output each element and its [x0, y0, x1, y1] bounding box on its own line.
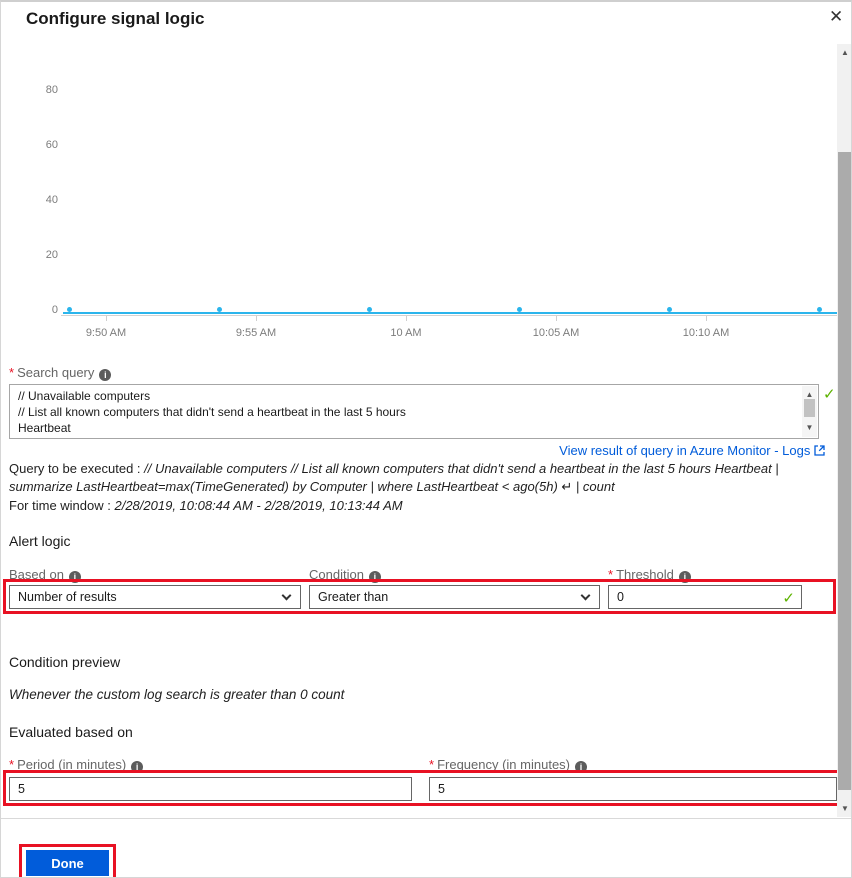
data-point	[217, 307, 222, 312]
frequency-label-row	[429, 756, 587, 774]
threshold-field-wrap	[608, 585, 802, 609]
search-query-input[interactable]	[9, 384, 819, 439]
query-line: Heartbeat	[18, 421, 71, 435]
query-scrollbar[interactable]	[802, 386, 817, 437]
period-field-wrap	[9, 777, 412, 801]
threshold-input[interactable]	[608, 585, 802, 609]
footer-divider	[1, 818, 852, 819]
y-tick-label: 20	[45, 249, 58, 261]
condition-select[interactable]	[309, 585, 600, 609]
x-tick-label: 10:05 AM	[532, 327, 580, 339]
query-to-be-executed	[9, 460, 837, 495]
data-point	[817, 307, 822, 312]
info-icon[interactable]: i	[131, 761, 143, 773]
frequency-field-wrap	[429, 777, 837, 801]
query-valid-check-icon: ✓	[823, 386, 836, 403]
x-tick-mark	[406, 316, 407, 321]
info-icon[interactable]: i	[369, 571, 381, 583]
required-asterisk: *	[9, 757, 15, 772]
frequency-label: Frequency (in minutes)	[437, 757, 571, 772]
x-tick-mark	[106, 316, 107, 321]
based-on-label-row	[9, 566, 81, 584]
scroll-down-icon[interactable]: ▼	[805, 423, 814, 432]
x-tick-mark	[256, 316, 257, 321]
dialog-scrollbar[interactable]	[837, 44, 852, 817]
view-result-link[interactable]	[559, 443, 825, 458]
info-icon[interactable]: i	[575, 761, 587, 773]
condition-label: Condition	[309, 567, 364, 582]
period-input[interactable]	[9, 777, 412, 801]
chevron-down-icon	[282, 591, 292, 601]
evaluated-based-on-heading: Evaluated based on	[9, 724, 133, 740]
dialog-scrollbar-thumb[interactable]	[838, 152, 852, 790]
time-window-prefix: For time window :	[9, 498, 115, 513]
data-point	[67, 307, 72, 312]
x-tick-label: 9:55 AM	[235, 327, 277, 339]
threshold-valid-check-icon: ✓	[782, 590, 795, 607]
x-tick-mark	[556, 316, 557, 321]
threshold-label: Threshold	[616, 567, 674, 582]
scroll-up-icon[interactable]: ▲	[805, 390, 814, 399]
chevron-down-icon	[581, 591, 591, 601]
scroll-down-icon[interactable]: ▼	[841, 804, 849, 813]
search-query-label: Search query	[17, 365, 95, 380]
based-on-select[interactable]	[9, 585, 301, 609]
close-icon[interactable]: ✕	[829, 7, 844, 26]
chart-series-line	[63, 312, 837, 314]
x-tick-label: 10 AM	[390, 327, 422, 339]
data-point	[367, 307, 372, 312]
external-link-icon	[814, 445, 825, 456]
based-on-value: Number of results	[18, 590, 117, 604]
condition-preview-heading: Condition preview	[9, 654, 121, 670]
x-tick-label: 10:10 AM	[682, 327, 730, 339]
query-scrollbar-thumb[interactable]	[804, 399, 815, 417]
condition-label-row	[309, 566, 381, 584]
done-button[interactable]: Done	[26, 850, 109, 876]
search-query-label-row	[9, 364, 111, 382]
query-executed-text: // Unavailable computers // List all known computers that didn't send a heartbeat in the last 5 hours Heartbeat | summarize LastHeartbeat=max(TimeGenerated) by Computer | where LastHeartbeat < ago(5h) ↵ | count	[9, 461, 779, 494]
data-point	[517, 307, 522, 312]
view-result-link-label: View result of query in Azure Monitor - Logs	[559, 443, 811, 458]
y-tick-label: 40	[45, 194, 58, 206]
required-asterisk: *	[608, 567, 614, 582]
time-window-value: 2/28/2019, 10:08:44 AM - 2/28/2019, 10:13:44 AM	[114, 498, 403, 513]
period-label: Period (in minutes)	[17, 757, 127, 772]
required-asterisk: *	[9, 365, 15, 380]
x-tick-label: 9:50 AM	[85, 327, 127, 339]
info-icon[interactable]: i	[99, 369, 111, 381]
frequency-input[interactable]	[429, 777, 837, 801]
x-tick-mark	[706, 316, 707, 321]
scroll-up-icon[interactable]: ▲	[841, 48, 849, 57]
time-window	[9, 497, 837, 515]
page-title: Configure signal logic	[26, 9, 205, 28]
chart-x-axis-line	[61, 315, 839, 316]
y-tick-label: 80	[45, 84, 58, 96]
info-icon[interactable]: i	[679, 571, 691, 583]
threshold-label-row	[608, 566, 691, 584]
query-line: // Unavailable computers	[18, 389, 151, 403]
condition-value: Greater than	[318, 590, 389, 604]
required-asterisk: *	[429, 757, 435, 772]
data-point	[667, 307, 672, 312]
y-tick-label: 0	[51, 304, 58, 316]
info-icon[interactable]: i	[69, 571, 81, 583]
y-tick-label: 60	[45, 139, 58, 151]
period-label-row	[9, 756, 143, 774]
alert-logic-heading: Alert logic	[9, 533, 71, 549]
query-line: // List all known computers that didn't send a heartbeat in the last 5 hours	[18, 405, 406, 419]
based-on-label: Based on	[9, 567, 64, 582]
query-executed-prefix: Query to be executed :	[9, 461, 145, 476]
condition-preview-text: Whenever the custom log search is greater than 0 count	[9, 687, 345, 702]
